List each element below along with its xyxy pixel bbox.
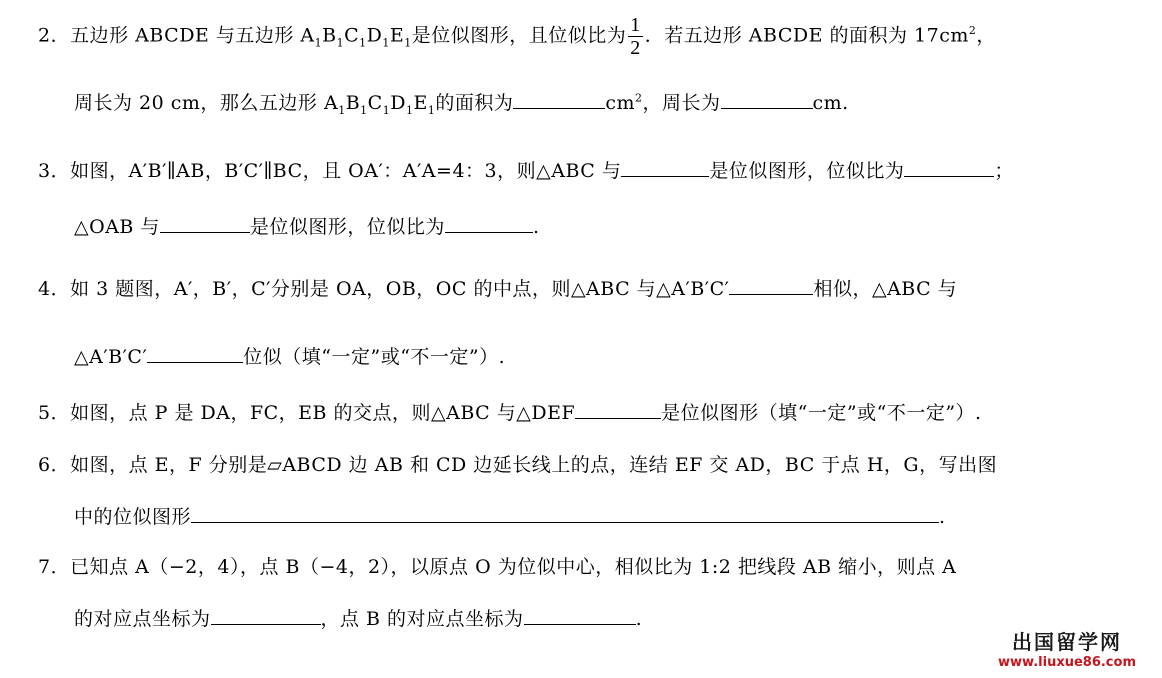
q2-line-1 [38, 14, 996, 59]
q3-text-mid: 是位似图形，位似比为 [709, 160, 905, 182]
subscript: 1 [336, 36, 345, 50]
punctuation: . [939, 506, 946, 528]
q4-text-start: 4．如 3 题图，A′，B′，C′分别是 OA，OB，OC 的中点，则△ABC 与△A′B′C′ [38, 278, 730, 300]
q2-text-mid: 是位似图形，且位似比为 [411, 24, 627, 47]
q3-text-ratio: 是位似图形，位似比为 [249, 216, 445, 238]
subscript: 1 [382, 36, 390, 50]
vertex-label: E [389, 24, 405, 47]
q3-line-2 [74, 212, 539, 239]
answer-blank[interactable] [621, 158, 709, 177]
superscript: 2 [635, 91, 643, 105]
q4-triangle-label: △A′B′C′ [74, 346, 148, 368]
q4-text-end: 位似（填“一定”或“不一定”）. [243, 346, 506, 368]
fraction-one-half [628, 14, 643, 59]
q4-line-1 [38, 274, 957, 301]
q5-text-end: 是位似图形（填“一定”或“不一定”）. [661, 402, 982, 424]
vertex-label: E [413, 92, 428, 114]
q7-text: 7．已知点 A（−2，4），点 B（−4，2），以原点 O 为位似中心，相似比为 1:2 把线段 AB 缩小，则点 A [38, 556, 957, 578]
q7-text-a: 的对应点坐标为 [74, 608, 211, 630]
q6-line-1 [38, 450, 997, 477]
subscript: 1 [360, 103, 368, 117]
q4-line-2 [74, 342, 505, 369]
unit-label: cm. [812, 92, 849, 114]
answer-blank[interactable] [729, 276, 813, 295]
q2-text-perimeter-label: ，周长为 [642, 92, 721, 114]
q7-line-1 [38, 552, 956, 579]
site-watermark [998, 626, 1136, 670]
punctuation: . [635, 608, 643, 630]
q2-text-area: ．若五边形 ABCDE 的面积为 17cm [644, 24, 969, 47]
q6-text: 6．如图，点 E，F 分别是▱ABCD 边 AB 和 CD 边延长线上的点，连结 EF 交 AD，BC 于点 H，G，写出图 [38, 454, 998, 476]
punctuation: ； [994, 160, 1014, 182]
vertex-label: B [322, 24, 337, 47]
punctuation: ， [976, 24, 996, 47]
answer-blank[interactable] [160, 214, 250, 233]
q2-text-perimeter: 周长为 20 cm，那么五边形 A [74, 92, 339, 114]
q6-line-2 [74, 502, 946, 529]
watermark-title: 出国留学网 [1012, 630, 1122, 654]
superscript: 2 [968, 24, 977, 38]
q7-line-2 [74, 604, 642, 631]
answer-blank[interactable] [524, 606, 636, 625]
punctuation: . [532, 216, 540, 238]
vertex-label: D [390, 92, 406, 114]
q7-text-b: ，点 B 的对应点坐标为 [320, 608, 524, 630]
subscript: 1 [338, 103, 346, 117]
answer-blank[interactable] [513, 90, 605, 109]
answer-blank[interactable] [575, 400, 661, 419]
q5-text-start: 5．如图，点 P 是 DA，FC，EB 的交点，则△ABC 与△DEF [38, 402, 576, 424]
q6-text-label: 中的位似图形 [74, 506, 192, 528]
vertex-label: D [366, 24, 383, 47]
q4-text-mid: 相似，△ABC 与 [813, 278, 958, 300]
answer-blank[interactable] [721, 90, 813, 109]
watermark-url: www.liuxue86.com [998, 655, 1136, 670]
vertex-label: B [345, 92, 361, 114]
fraction-denominator: 2 [630, 37, 641, 59]
subscript: 1 [382, 103, 391, 117]
subscript: 1 [359, 36, 367, 50]
answer-blank[interactable] [147, 344, 243, 363]
answer-blank[interactable] [191, 504, 939, 523]
answer-blank[interactable] [211, 606, 321, 625]
subscript: 1 [427, 103, 436, 117]
q2-line-2 [74, 88, 849, 117]
subscript: 1 [404, 36, 412, 50]
subscript: 1 [314, 36, 323, 50]
q2-text-area-label: 的面积为 [435, 92, 514, 114]
subscript: 1 [405, 103, 414, 117]
unit-label: cm [605, 92, 635, 114]
answer-blank[interactable] [445, 214, 533, 233]
answer-blank[interactable] [904, 158, 994, 177]
q3-text-start: 3．如图，A′B′∥AB，B′C′∥BC，且 OA′：A′A=4：3，则△ABC 与 [38, 160, 622, 182]
q5-line [38, 398, 982, 425]
vertex-label: C [344, 24, 360, 47]
q3-text-oab: △OAB 与 [74, 216, 160, 238]
fraction-numerator: 1 [630, 14, 641, 36]
q3-line-1 [38, 156, 1014, 183]
vertex-label: C [367, 92, 383, 114]
q2-text-start: 2．五边形 ABCDE 与五边形 A [38, 24, 315, 47]
